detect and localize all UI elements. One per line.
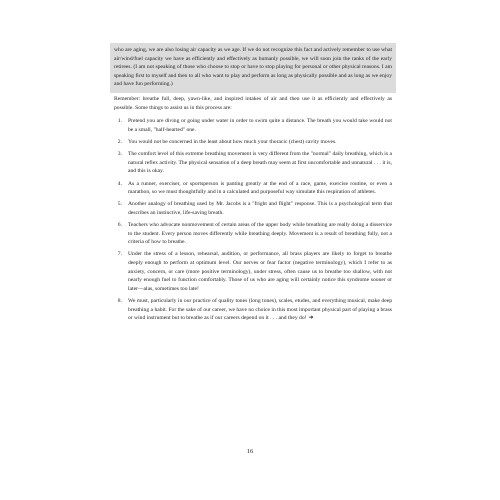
item-number: 8. — [117, 298, 122, 304]
item-number: 2. — [117, 138, 122, 145]
list-item — [114, 250, 392, 293]
shaded-paragraph: who are aging, we are also losing air capacity as we age. If we do not recognize this fact and actively remember to use what air/wind/fuel capacity we have as efficiently and effectively as humanly possible, we will soon join the ranks of the early retirees. (I am not speaking of those who choose to stop or have to stop playing for personal or other physical reasons. I am speaking first to myself and then to all who want to play and perform as long as physically possible and as long as we enjoy and have fun performing.) — [110, 43, 396, 93]
item-text: Teachers who advocate nonmovement of certain areas of the upper body while breathing are really doing a disservice to the student. Every person moves differently while breathing deeply. Movement is a result of breathing fully, not a criteria of how to breathe. — [128, 222, 392, 246]
list-item — [114, 180, 392, 197]
item-text: The comfort level of this extreme breathing movement is very different from the "normal" daily breathing, which is a natural reflex activity. The physical sensation of a deep breath may seem at first uncomfortable and unnatural . . . it is, and this is okay. — [128, 151, 392, 175]
list-item — [114, 221, 392, 247]
item-number: 1. — [117, 118, 122, 125]
page-number: 16 — [246, 448, 254, 455]
item-text-content: We must, particularly in our practice of quality tones (long tones), scales, etudes, and everything musical, make deep breathing a habit. For the sake of our career, we have no choice in this most important physical part of playing a brass or wind instrument but to breathe as if our careers depend on it . . . and they do! — [128, 298, 392, 322]
item-text: Under the stress of a lesson, rehearsal, audition, or performance, all brass players are likely to forget to breathe deeply enough to perform at optimum level. Our nerves or fear factor (negative terminology), which I refer to as anxiety, concern, or care (more positive terminology), under stress, often cause us to breathe too shallow, with not nearly enough fuel to function comfortably. Those of us who are aging will certainly notice this syndrome sooner or later—alas, sometimes too late! — [128, 251, 392, 292]
text-column — [110, 43, 396, 326]
item-number: 5. — [117, 201, 122, 208]
item-number: 4. — [117, 180, 122, 187]
list-item — [114, 150, 392, 176]
item-text: Another analogy of breathing used by Mr. Jacobs is a "fright and flight" response. This is a psychological term that describes an instinctive, life-saving breath. — [128, 201, 392, 216]
body-text — [110, 93, 396, 323]
list-item — [114, 117, 392, 134]
item-number: 6. — [117, 222, 122, 229]
list-item — [114, 297, 392, 323]
right-arrow-icon: ➜ — [308, 314, 314, 322]
intro-paragraph: Remember: breathe full, deep, yawn-like, and inspired intakes of air and then use it as efficiently and effectively as possible. Some things to assist us in this process are: — [114, 95, 392, 111]
item-text: You would not be concerned in the least about how much your thoracic (chest) cavity moves. — [128, 138, 337, 145]
item-text — [128, 297, 392, 323]
item-number: 7. — [117, 251, 122, 258]
item-number: 3. — [117, 151, 122, 158]
item-text: Pretend you are diving or going under water in order to swim quite a distance. The breath you would take would not be a small, "half-hearted" one. — [128, 118, 392, 133]
list-item — [114, 138, 392, 147]
item-text: As a runner, exerciser, or sportsperson is panting greatly at the end of a race, game, exercise routine, or even a marathon, so we must thoughtfully and in a calculated and purposeful way simulate this respiration of athletes. — [128, 180, 392, 196]
numbered-list — [114, 117, 392, 323]
list-item — [114, 200, 392, 217]
